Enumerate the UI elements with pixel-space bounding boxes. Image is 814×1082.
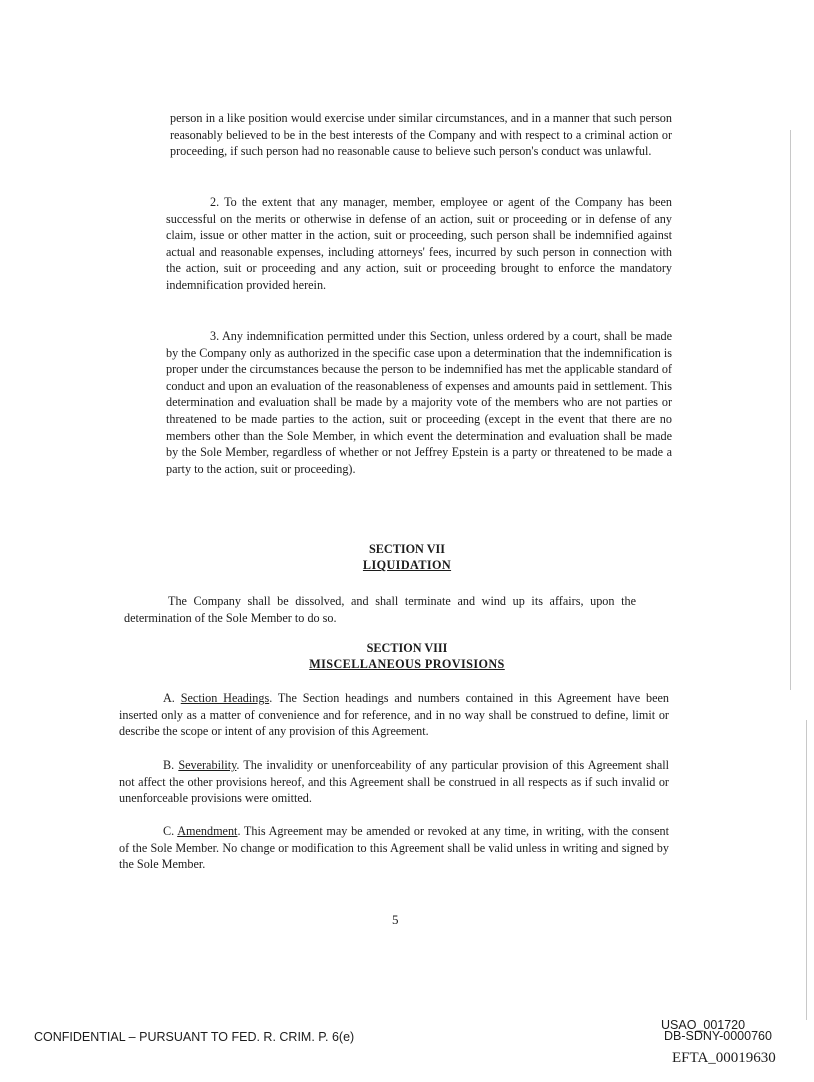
paragraph-continued: person in a like position would exercise under similar circumstances, and in a manner that such person reasonably believed to be in the best interests of the Company and with respect to a criminal action or proceeding, if such person had no reasonable cause to believe such person's conduct was unlawful. — [170, 111, 672, 159]
bates-stamp-sdny: DB-SDNY-0000760 — [664, 1029, 772, 1043]
section-viii-subtitle: MISCELLANEOUS PROVISIONS — [309, 657, 505, 671]
provision-heading: Amendment — [177, 824, 238, 838]
provision-amendment — [119, 823, 669, 873]
scan-edge-line — [806, 720, 807, 1020]
bates-stamp-usao: USAO_001720 — [661, 1018, 746, 1032]
paragraph-indemnification-2: 2. To the extent that any manager, member, employee or agent of the Company has been successful on the merits or otherwise in defense of an action, suit or proceeding or in defense of any claim, issue or other matter in the action, suit or proceeding, such person shall be indemnified against actual and reasonable expenses, including attorneys' fees, incurred by such person in connection with the action, suit or proceeding and any action, suit or proceeding brought to enforce the mandatory indemnification provided herein. — [166, 195, 672, 292]
section-viii-heading — [0, 640, 814, 672]
provision-text: . The invalidity or unenforceability of any particular provision of this Agreement shall not affect the other provisions hereof, and this Agreement shall be construed in all respects as if such invalid or unenforceable provisions were omitted. — [119, 758, 670, 806]
section-vii-subtitle: LIQUIDATION — [362, 558, 452, 572]
provision-text: . The Section headings and numbers contained in this Agreement have been inserted only as a matter of convenience and for reference, and in no way shall be construed to define, limit or describe the scope or intent of any provision of this Agreement. — [119, 691, 669, 739]
liquidation-text: The Company shall be dissolved, and shall terminate and wind up its affairs, upon the determination of the Sole Member to do so. — [124, 594, 636, 625]
section-vii-heading — [0, 541, 814, 573]
efta-number: EFTA_00019630 — [672, 1050, 776, 1066]
paragraph-indemnification-3: 3. Any indemnification permitted under this Section, unless ordered by a court, shall be made by the Company only as authorized in the specific case upon a determination that the indemnification is proper under the circumstances because the person to be indemnified has met the applicable standard of conduct and upon an evaluation of the reasonableness of expenses and amounts paid in settlement. This determination and evaluation shall be made by a majority vote of the members who are not parties or threatened to be made parties to the action, suit or proceeding (except in the event that there are no members other than the Sole Member, in which event the determination and evaluation shall be made by the Sole Member, regardless of whether or not Jeffrey Epstein is a party or threatened to be made a party to the action, suit or proceeding). — [166, 329, 672, 476]
confidential-footer: CONFIDENTIAL – PURSUANT TO FED. R. CRIM. P. 6(e) — [34, 1030, 355, 1044]
provision-letter: C. — [163, 824, 175, 838]
provision-heading: Section Headings — [180, 691, 270, 705]
provision-letter: A. — [163, 691, 175, 705]
provision-heading: Severability — [178, 758, 237, 772]
page-number: 5 — [392, 912, 399, 927]
provision-letter: B. — [163, 758, 175, 772]
section-vii-title: SECTION VII — [369, 542, 445, 556]
provision-severability — [119, 757, 669, 807]
provision-section-headings — [119, 690, 669, 740]
scan-edge-line — [790, 130, 791, 690]
section-viii-title: SECTION VIII — [366, 641, 448, 655]
provision-text: . This Agreement may be amended or revoked at any time, in writing, with the consent of the Sole Member. No change or modification to this Agreement shall be valid unless in writing and signed by the Sole Member. — [119, 824, 669, 872]
